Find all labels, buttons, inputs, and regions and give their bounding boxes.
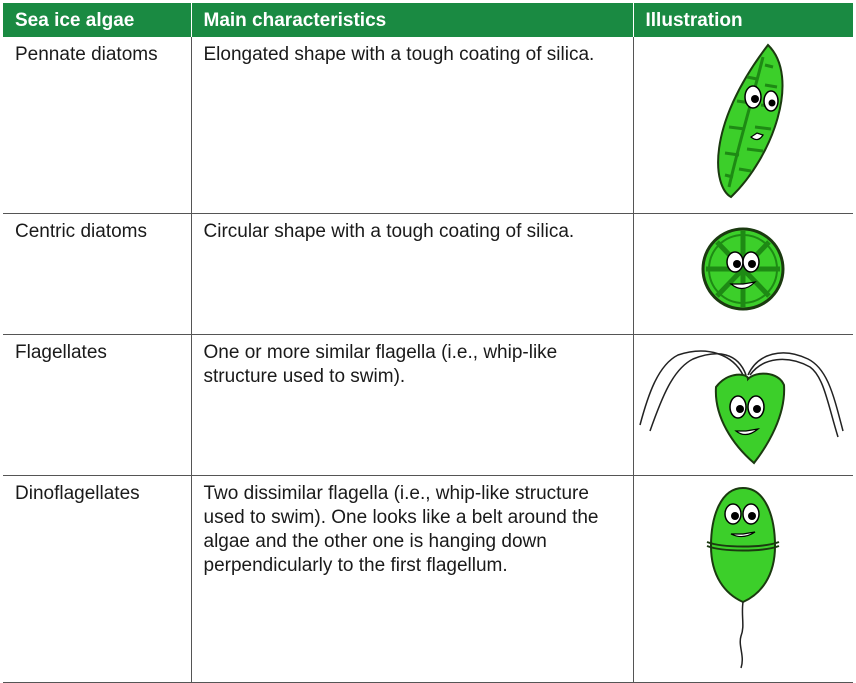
header-row <box>3 3 853 37</box>
algae-name: Flagellates <box>3 335 191 476</box>
algae-characteristics: Elongated shape with a tough coating of silica. <box>191 37 633 214</box>
header-illustration: Illustration <box>633 3 853 37</box>
table-row <box>3 214 853 335</box>
header-main-characteristics: Main characteristics <box>191 3 633 37</box>
flagellate-icon <box>638 335 848 465</box>
header-sea-ice-algae: Sea ice algae <box>3 3 191 37</box>
dinoflagellate-icon <box>683 476 803 672</box>
centric-diatom-icon <box>683 214 803 324</box>
algae-name: Dinoflagellates <box>3 476 191 683</box>
table-row <box>3 335 853 476</box>
pennate-diatom-icon <box>683 37 803 203</box>
algae-table <box>3 3 853 683</box>
algae-name: Pennate diatoms <box>3 37 191 214</box>
algae-characteristics: Circular shape with a tough coating of silica. <box>191 214 633 335</box>
algae-characteristics: Two dissimilar flagella (i.e., whip-like structure used to swim). One looks like a belt around the algae and the other one is hanging down perpendicularly to the first flagellum. <box>191 476 633 683</box>
algae-name: Centric diatoms <box>3 214 191 335</box>
table-row <box>3 37 853 214</box>
table-row <box>3 476 853 683</box>
algae-characteristics: One or more similar flagella (i.e., whip-like structure used to swim). <box>191 335 633 476</box>
